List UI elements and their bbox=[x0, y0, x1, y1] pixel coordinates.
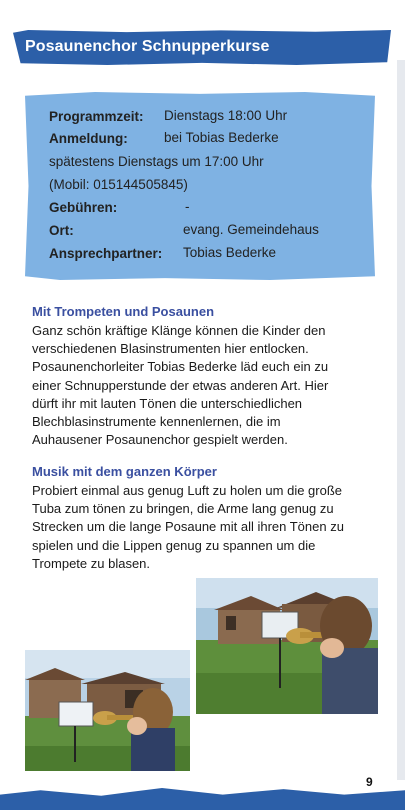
footer-strip bbox=[0, 788, 405, 810]
page-title: Posaunenchor Schnupperkurse bbox=[25, 38, 270, 55]
section1-line: verschiedenen Blasinstrumenten hier entlocken. bbox=[32, 341, 309, 357]
anmeldung-value: bei Tobias Bederke bbox=[164, 130, 279, 145]
ansprechpartner-label: Ansprechpartner: bbox=[49, 246, 163, 261]
anmeldung-line2: spätestens Dienstags um 17:00 Uhr bbox=[49, 154, 264, 169]
info-ansprechpartner bbox=[49, 245, 162, 263]
programmzeit-value: Dienstags 18:00 Uhr bbox=[164, 108, 288, 123]
section2-heading: Musik mit dem ganzen Körper bbox=[32, 464, 217, 479]
info-anmeldung bbox=[49, 130, 128, 148]
section1-line: Auhausener Posaunenchor gespielt werden. bbox=[32, 432, 288, 448]
gebuehren-label: Gebühren: bbox=[49, 200, 118, 215]
section2-line: Tuba zum tönen zu bringen, die Arme lang genug zu bbox=[32, 501, 334, 517]
section1-line: dürft ihr mit lauten Tönen die unterschiedlichen bbox=[32, 395, 303, 411]
info-programmzeit bbox=[49, 108, 144, 126]
photo-boy-trumpet bbox=[196, 578, 378, 714]
section2-line: Trompete zu blasen. bbox=[32, 555, 151, 571]
page-number: 9 bbox=[366, 775, 373, 789]
section1-heading: Mit Trompeten und Posaunen bbox=[32, 304, 215, 319]
programmzeit-label: Programmzeit: bbox=[49, 109, 144, 124]
info-ort bbox=[49, 222, 74, 240]
section1-paragraph bbox=[32, 322, 377, 449]
section1-line: einer Schnupperstunde der etwas anderen Art. Hier bbox=[32, 377, 329, 393]
section1-line: Posaunenchorleiter Tobias Bederke läd euch ein zu bbox=[32, 359, 329, 375]
photo-girl-trumpet bbox=[25, 650, 190, 771]
gebuehren-value: - bbox=[185, 199, 190, 214]
section1-line: Blechblasinstrumente kennenlernen, die im bbox=[32, 414, 281, 430]
page-edge bbox=[397, 60, 405, 780]
anmeldung-label: Anmeldung: bbox=[49, 131, 128, 146]
info-gebuehren bbox=[49, 199, 117, 217]
section2-line: Strecken um die lange Posaune mit all ihren Tönen zu bbox=[32, 519, 344, 535]
section2-line: Probiert einmal aus genug Luft zu holen um die große bbox=[32, 483, 343, 498]
ort-label: Ort: bbox=[49, 223, 74, 238]
section1-line: Ganz schön kräftige Klänge können die Kinder den bbox=[32, 323, 326, 338]
section2-line: spielen und die Lippen genug zu spannen um die bbox=[32, 537, 316, 553]
anmeldung-line3: (Mobil: 015144505845) bbox=[49, 177, 188, 192]
ort-value: evang. Gemeindehaus bbox=[183, 222, 319, 237]
section2-paragraph bbox=[32, 482, 377, 573]
ansprechpartner-value: Tobias Bederke bbox=[183, 245, 277, 260]
